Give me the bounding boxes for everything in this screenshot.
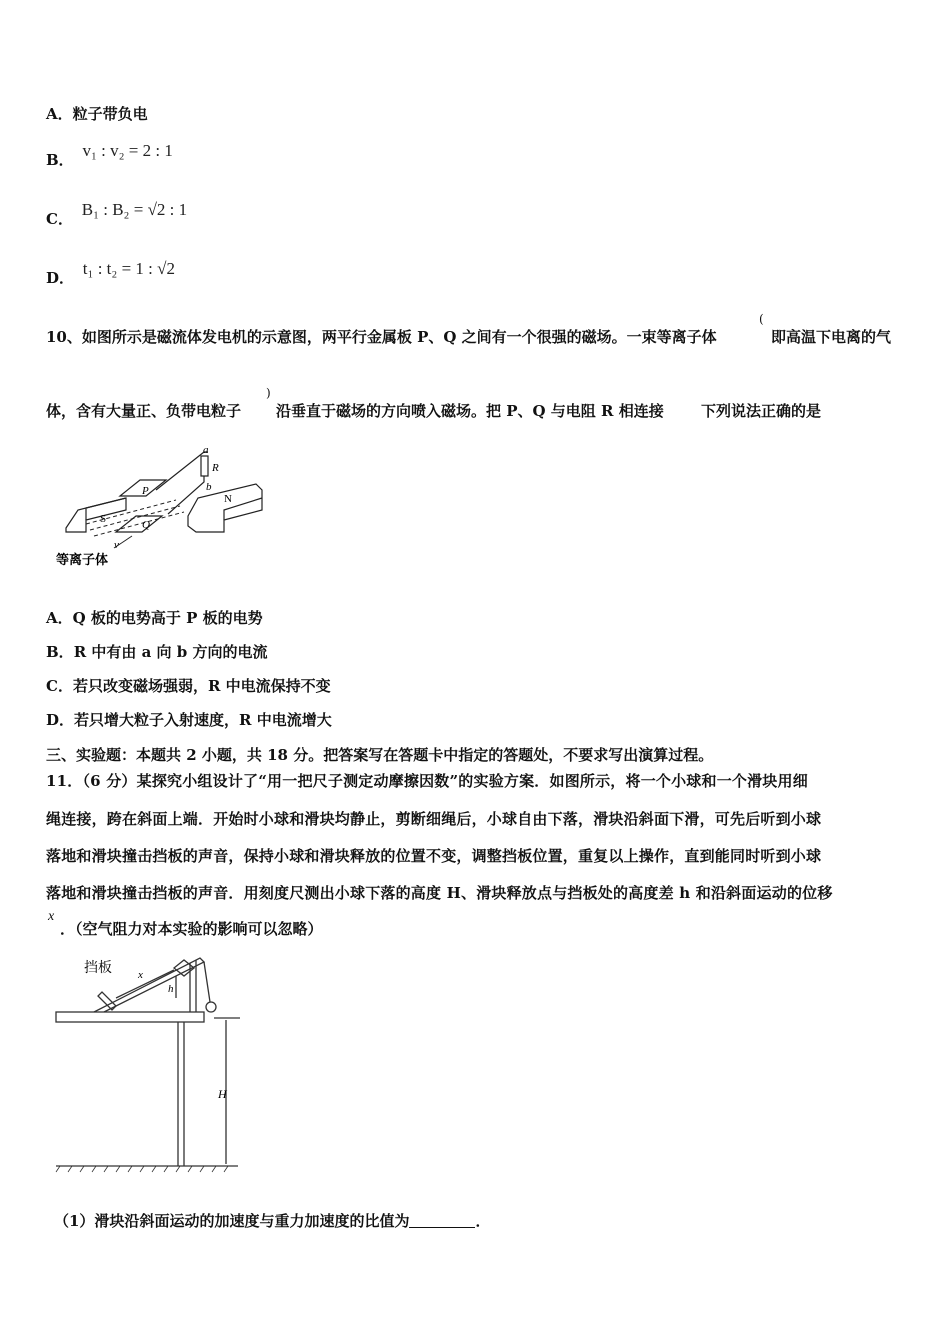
label-H: H: [218, 1087, 227, 1101]
q10-option-d-label: D．: [46, 711, 75, 729]
q10-mhd-generator-figure: [56, 440, 282, 570]
q9-option-b-math: v₁ : v₂ = 2 : 1: [82, 141, 173, 160]
magnet-n: [188, 484, 262, 532]
q11-stem-line4: 落地和滑块撞击挡板的声音．用刻度尺测出小球下落的高度 H、滑块释放点与挡板处的高度差 h 和沿斜面运动的位移: [46, 884, 833, 902]
q11-sub1: [54, 1210, 490, 1231]
ground-hatch: [128, 1166, 132, 1172]
q10-paren-close: ): [266, 386, 271, 400]
q10-option-a-label: A．: [46, 609, 73, 627]
q11-sub1-text: （1）滑块沿斜面运动的加速度与重力加速度的比值为: [54, 1212, 410, 1230]
label-s: S: [100, 513, 107, 525]
label-baffle: 挡板: [84, 961, 112, 976]
q9-option-a: [46, 103, 148, 124]
q11-sub1-end: ．: [475, 1212, 491, 1230]
magnet-s: [66, 498, 126, 532]
ground-hatch: [152, 1166, 156, 1172]
ground-hatch: [92, 1166, 96, 1172]
table-top: [56, 1012, 204, 1022]
q9-option-d: [46, 258, 175, 287]
q10-stem-line2b: 沿垂直于磁场的方向喷入磁场。把 P、Q 与电阻 R 相连接: [276, 402, 664, 420]
q9-option-c-label: C．: [46, 210, 73, 228]
ground-hatch: [104, 1166, 108, 1172]
section-3-heading: 三、实验题：本题共 2 小题，共 18 分。把答案写在答题卡中指定的答题处，不要求写出演算过程。: [46, 746, 714, 764]
q10-option-b-text: R 中有由 a 向 b 方向的电流: [73, 643, 268, 661]
label-p: P: [142, 485, 149, 497]
string: [204, 962, 210, 1002]
q9-option-c-math: B₁ : B₂ = √2 : 1: [81, 200, 188, 219]
label-n: N: [224, 493, 232, 505]
q11-sub1-answer-blank[interactable]: [409, 1213, 475, 1228]
q9-option-a-label: A．: [46, 105, 73, 123]
q10-stem-line2c: 下列说法正确的是: [701, 402, 822, 420]
ground-hatch: [224, 1166, 228, 1172]
ground-hatch: [140, 1166, 144, 1172]
q11-stem-line2: 绳连接，跨在斜面上端．开始时小球和滑块均静止，剪断细绳后，小球自由下落，滑块沿斜面下滑，可先后听到小球: [46, 810, 822, 828]
q10-option-d: [46, 709, 332, 730]
ground-hatch: [176, 1166, 180, 1172]
q10-option-b: [46, 641, 267, 662]
label-a: a: [203, 444, 209, 456]
q10-option-a: [46, 607, 263, 628]
ground-hatch: [200, 1166, 204, 1172]
label-x: x: [138, 969, 143, 981]
resistor-r: [201, 456, 208, 476]
q10-option-c: [46, 675, 331, 696]
q10-stem-line2a: 体，含有大量正、负带电粒子: [46, 402, 242, 420]
q11-var-x: x: [48, 909, 55, 924]
q11-stem-line5: ．（空气阻力对本实验的影响可以忽略）: [60, 920, 323, 938]
q11-stem-line3: 落地和滑块撞击挡板的声音，保持小球和滑块释放的位置不变，调整挡板位置，重复以上操作，直到能同时听到小球: [46, 847, 822, 865]
q9-option-d-label: D．: [46, 269, 75, 287]
q9-option-c: [46, 199, 188, 228]
wire-p-to-a: [156, 452, 208, 490]
q9-option-d-math: t₁ : t₂ = 1 : √2: [82, 259, 175, 278]
q9-option-b-label: B．: [46, 151, 74, 169]
displacement-x-arrow: [116, 970, 174, 998]
ground-hatch: [80, 1166, 84, 1172]
q10-option-b-label: B．: [46, 643, 74, 661]
q9-option-a-text: 粒子带负电: [72, 105, 148, 123]
q10-stem-line1: 10、如图所示是磁流体发电机的示意图，两平行金属板 P、Q 之间有一个很强的磁场。一束等离子体: [46, 328, 717, 346]
wire-b-to-q: [168, 476, 204, 514]
q9-option-b: [46, 140, 173, 169]
figure-caption: 等离子体: [56, 552, 109, 567]
ground-hatch: [212, 1166, 216, 1172]
ground-hatch: [164, 1166, 168, 1172]
q10-option-c-text: 若只改变磁场强弱，R 中电流保持不变: [72, 677, 331, 695]
q10-option-d-text: 若只增大粒子入射速度，R 中电流增大: [74, 711, 332, 729]
q10-paren-open: (: [759, 312, 764, 326]
label-b: b: [206, 481, 212, 493]
q11-stem-line1: 11．（6 分）某探究小组设计了“用一把尺子测定动摩擦因数”的实验方案．如图所示，将一个小球和一个滑块用细: [46, 772, 808, 790]
label-r: R: [212, 462, 219, 474]
label-v: v: [114, 539, 119, 551]
q11-incline-figure: [54, 948, 244, 1176]
ground-hatch: [56, 1166, 60, 1172]
ground-hatch: [116, 1166, 120, 1172]
ground-hatch: [188, 1166, 192, 1172]
q10-stem-line1-end: 即高温下电离的气: [771, 328, 892, 346]
ball: [206, 1002, 216, 1012]
ground-hatch: [68, 1166, 72, 1172]
label-q: Q: [142, 519, 150, 531]
plate-q: [116, 516, 162, 532]
q10-option-c-label: C．: [46, 677, 73, 695]
label-h: h: [168, 983, 174, 995]
q10-option-a-text: Q 板的电势高于 P 板的电势: [72, 609, 263, 627]
